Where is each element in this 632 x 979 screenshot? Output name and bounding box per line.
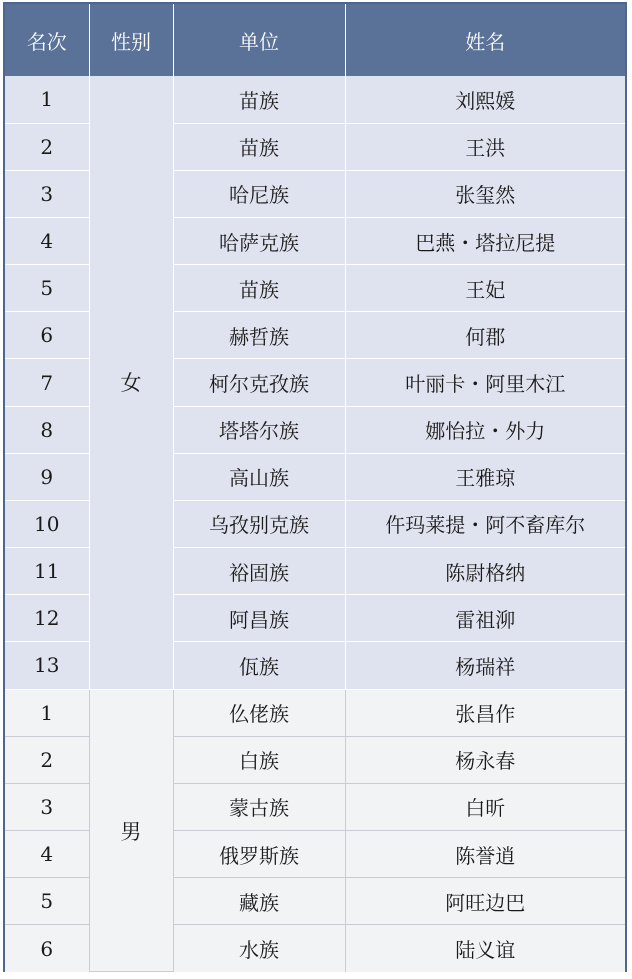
rank-cell: 3 [5, 783, 89, 830]
name-cell: 张昌作 [345, 689, 625, 736]
rank-cell: 13 [5, 642, 89, 689]
unit-cell: 哈萨克族 [173, 217, 345, 264]
rank-cell: 4 [5, 831, 89, 878]
name-cell: 雷祖泖 [345, 595, 625, 642]
unit-cell: 哈尼族 [173, 170, 345, 217]
unit-cell: 佤族 [173, 642, 345, 689]
name-cell: 何郡 [345, 312, 625, 359]
name-cell: 王雅琼 [345, 453, 625, 500]
unit-cell: 乌孜别克族 [173, 500, 345, 547]
name-cell: 娜怡拉・外力 [345, 406, 625, 453]
unit-cell: 俄罗斯族 [173, 831, 345, 878]
rank-cell: 12 [5, 595, 89, 642]
unit-cell: 阿昌族 [173, 595, 345, 642]
unit-cell: 白族 [173, 736, 345, 783]
rank-cell: 6 [5, 925, 89, 972]
name-cell: 叶丽卡・阿里木江 [345, 359, 625, 406]
results-table [5, 4, 625, 972]
name-cell: 杨瑞祥 [345, 642, 625, 689]
unit-cell: 苗族 [173, 265, 345, 312]
rank-cell: 11 [5, 548, 89, 595]
name-cell: 张玺然 [345, 170, 625, 217]
rank-cell: 7 [5, 359, 89, 406]
name-cell: 巴燕・塔拉尼提 [345, 217, 625, 264]
unit-cell: 柯尔克孜族 [173, 359, 345, 406]
table-row [5, 689, 625, 736]
name-cell: 陈誉逍 [345, 831, 625, 878]
unit-cell: 裕固族 [173, 548, 345, 595]
rank-cell: 6 [5, 312, 89, 359]
rank-cell: 2 [5, 123, 89, 170]
rank-cell: 10 [5, 500, 89, 547]
name-cell: 白昕 [345, 783, 625, 830]
table-body [5, 76, 625, 972]
name-cell: 刘熙媛 [345, 76, 625, 123]
gender-cell: 女 [89, 76, 173, 689]
unit-cell: 赫哲族 [173, 312, 345, 359]
unit-cell: 苗族 [173, 123, 345, 170]
name-cell: 阿旺边巴 [345, 878, 625, 925]
unit-cell: 蒙古族 [173, 783, 345, 830]
name-cell: 陆义谊 [345, 925, 625, 972]
header-unit: 单位 [173, 4, 345, 76]
rank-cell: 3 [5, 170, 89, 217]
rank-cell: 1 [5, 689, 89, 736]
header-name: 姓名 [345, 4, 625, 76]
rank-cell: 2 [5, 736, 89, 783]
results-table-frame [3, 2, 627, 972]
gender-cell: 男 [89, 689, 173, 972]
unit-cell: 藏族 [173, 878, 345, 925]
rank-cell: 5 [5, 265, 89, 312]
unit-cell: 高山族 [173, 453, 345, 500]
name-cell: 仵玛莱提・阿不畜库尔 [345, 500, 625, 547]
rank-cell: 4 [5, 217, 89, 264]
table-row [5, 76, 625, 123]
rank-cell: 5 [5, 878, 89, 925]
unit-cell: 苗族 [173, 76, 345, 123]
unit-cell: 塔塔尔族 [173, 406, 345, 453]
table-header-row [5, 4, 625, 76]
rank-cell: 9 [5, 453, 89, 500]
unit-cell: 仫佬族 [173, 689, 345, 736]
rank-cell: 8 [5, 406, 89, 453]
rank-cell: 1 [5, 76, 89, 123]
name-cell: 陈尉格纳 [345, 548, 625, 595]
name-cell: 杨永春 [345, 736, 625, 783]
header-gender: 性别 [89, 4, 173, 76]
unit-cell: 水族 [173, 925, 345, 972]
name-cell: 王洪 [345, 123, 625, 170]
header-rank: 名次 [5, 4, 89, 76]
name-cell: 王妃 [345, 265, 625, 312]
